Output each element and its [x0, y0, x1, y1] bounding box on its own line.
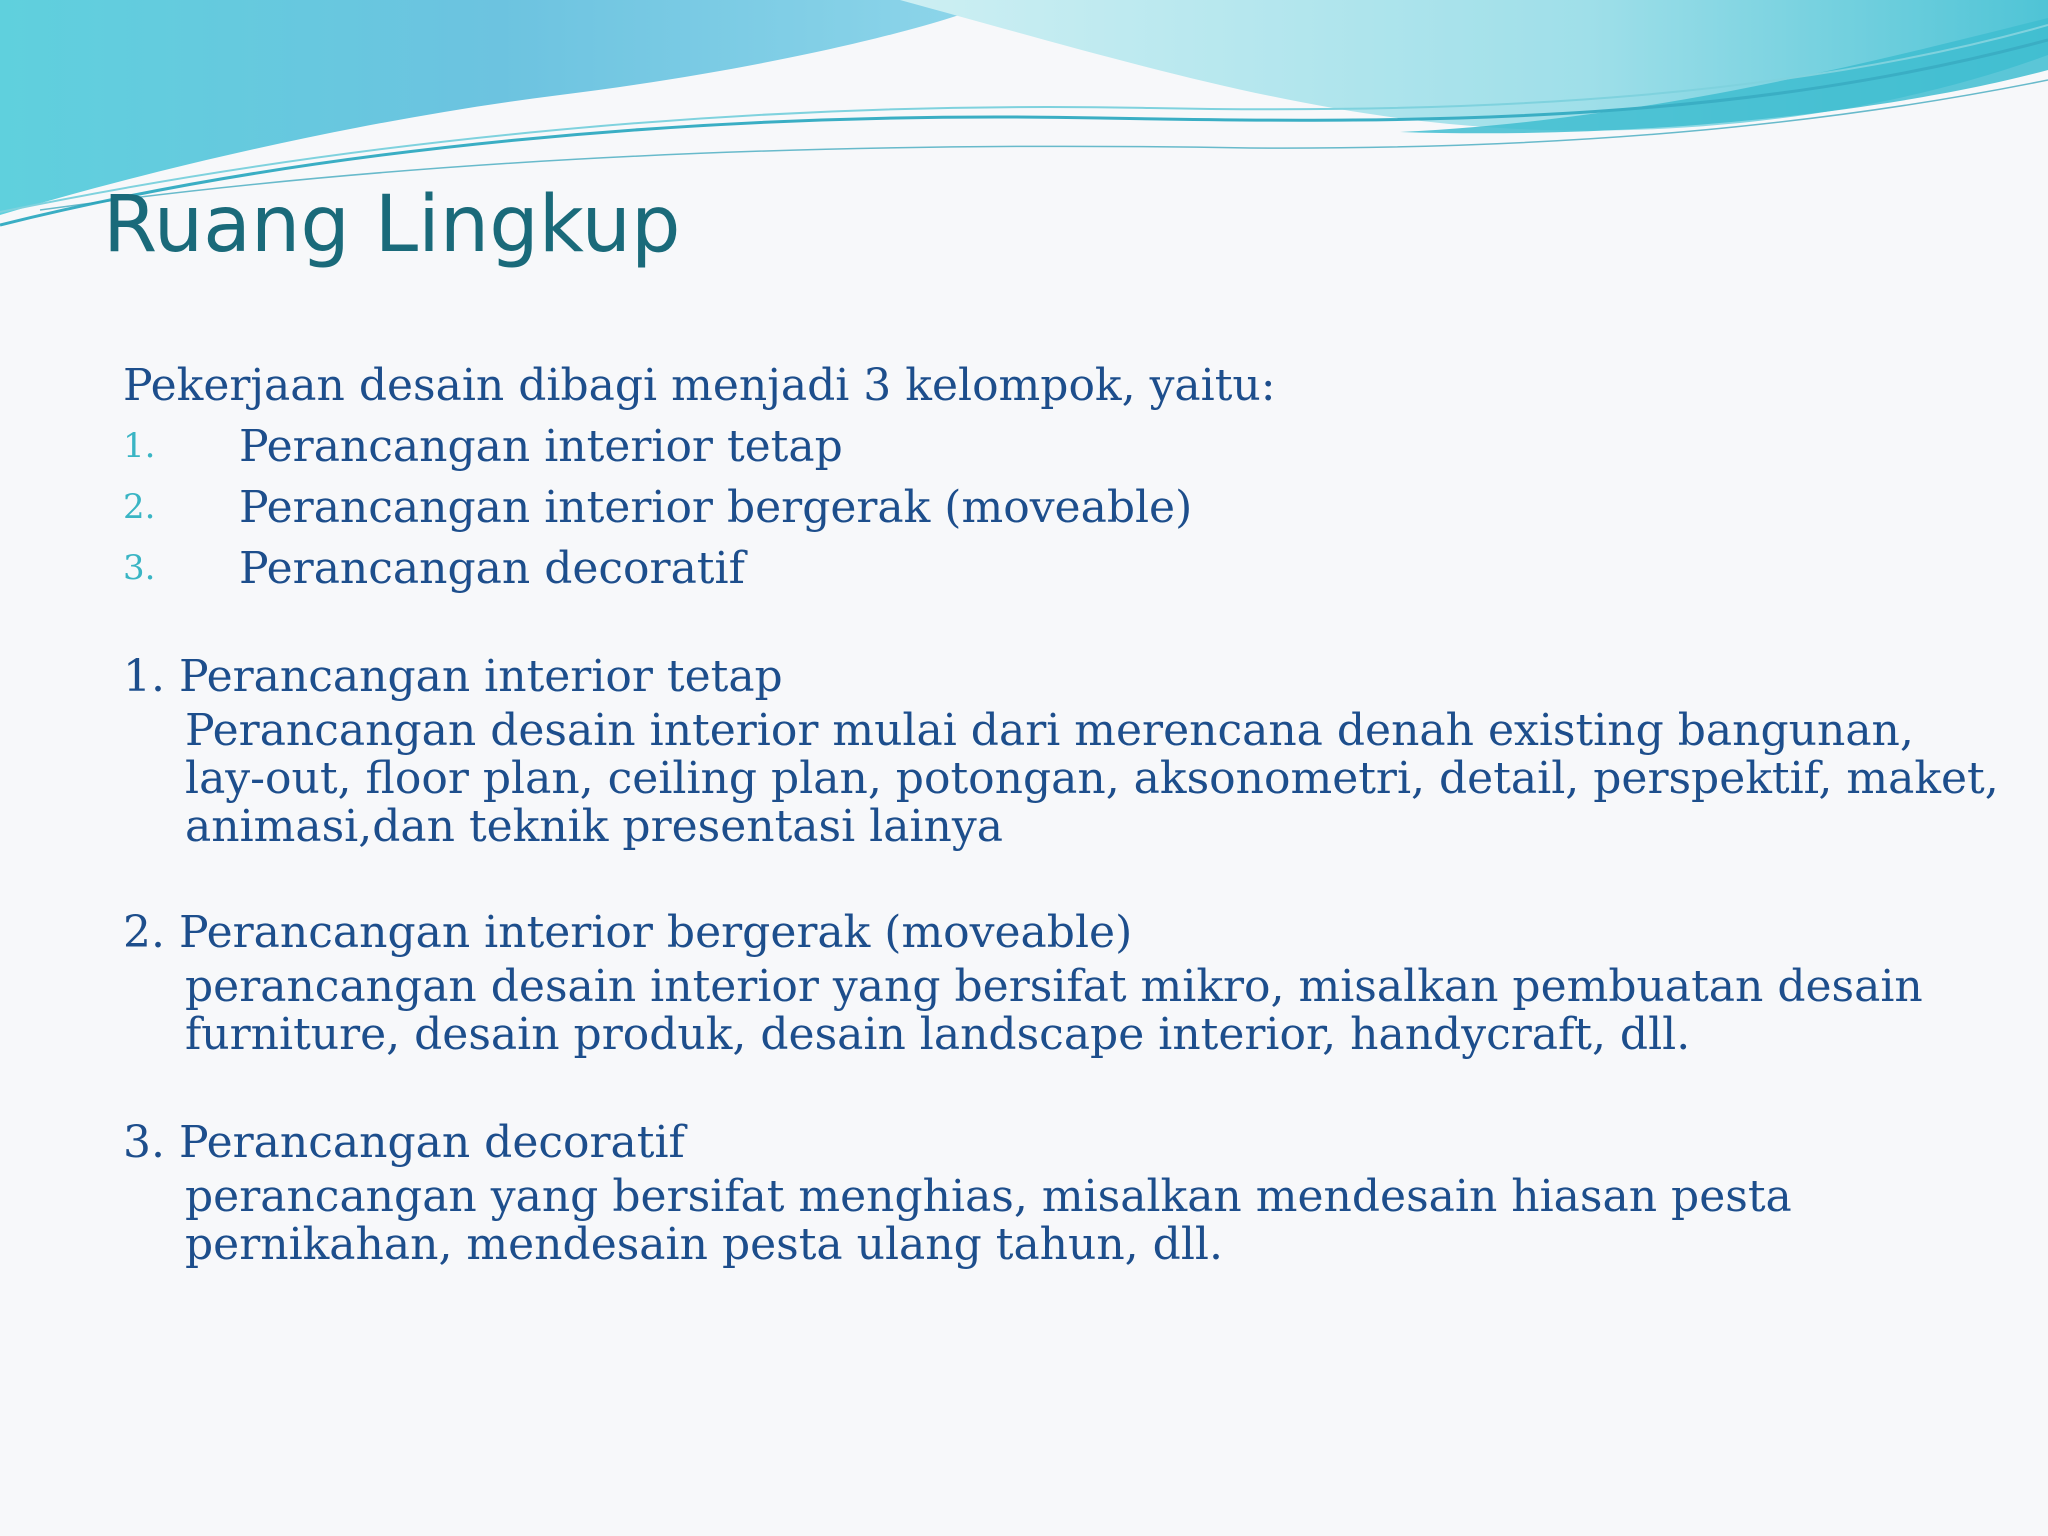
list-item: [123, 538, 1963, 599]
list-item: [123, 416, 1963, 477]
list-item-text: Perancangan decoratif: [239, 543, 745, 594]
list-item-text: Perancangan interior tetap: [239, 421, 843, 472]
section-interior-bergerak: [123, 903, 1963, 1059]
section-description: Perancangan desain interior mulai dari merencana denah existing bangunan, lay-out, floor plan, ceiling plan, potongan, aksonometri, detail, perspektif, maket, animasi,dan teknik presentasi lainya: [185, 705, 1999, 852]
intro-text: Pekerjaan desain dibagi menjadi 3 kelompok, yaitu:: [123, 360, 1276, 411]
section-heading: 2. Perancangan interior bergerak (moveable): [123, 907, 1133, 958]
section-description: perancangan desain interior yang bersifat mikro, misalkan pembuatan desain furniture, desain produk, desain landscape interior, handycraft, dll.: [185, 961, 1923, 1060]
list-item: [123, 477, 1963, 538]
list-number: 1.: [123, 426, 156, 466]
section-heading: 3. Perancangan decoratif: [123, 1117, 685, 1168]
section-decoratif: [123, 1113, 1963, 1269]
slide-title: Ruang Lingkup: [103, 180, 681, 270]
section-interior-tetap: [123, 647, 1999, 852]
list-item-text: Perancangan interior bergerak (moveable): [239, 482, 1193, 533]
slide-content: [123, 356, 1999, 1270]
list-number: 3.: [123, 548, 156, 588]
list-number: 2.: [123, 487, 156, 527]
section-description: perancangan yang bersifat menghias, misalkan mendesain hiasan pesta pernikahan, mendesain pesta ulang tahun, dll.: [185, 1171, 1792, 1270]
section-heading: 1. Perancangan interior tetap: [123, 651, 783, 702]
category-list: [123, 416, 1963, 599]
